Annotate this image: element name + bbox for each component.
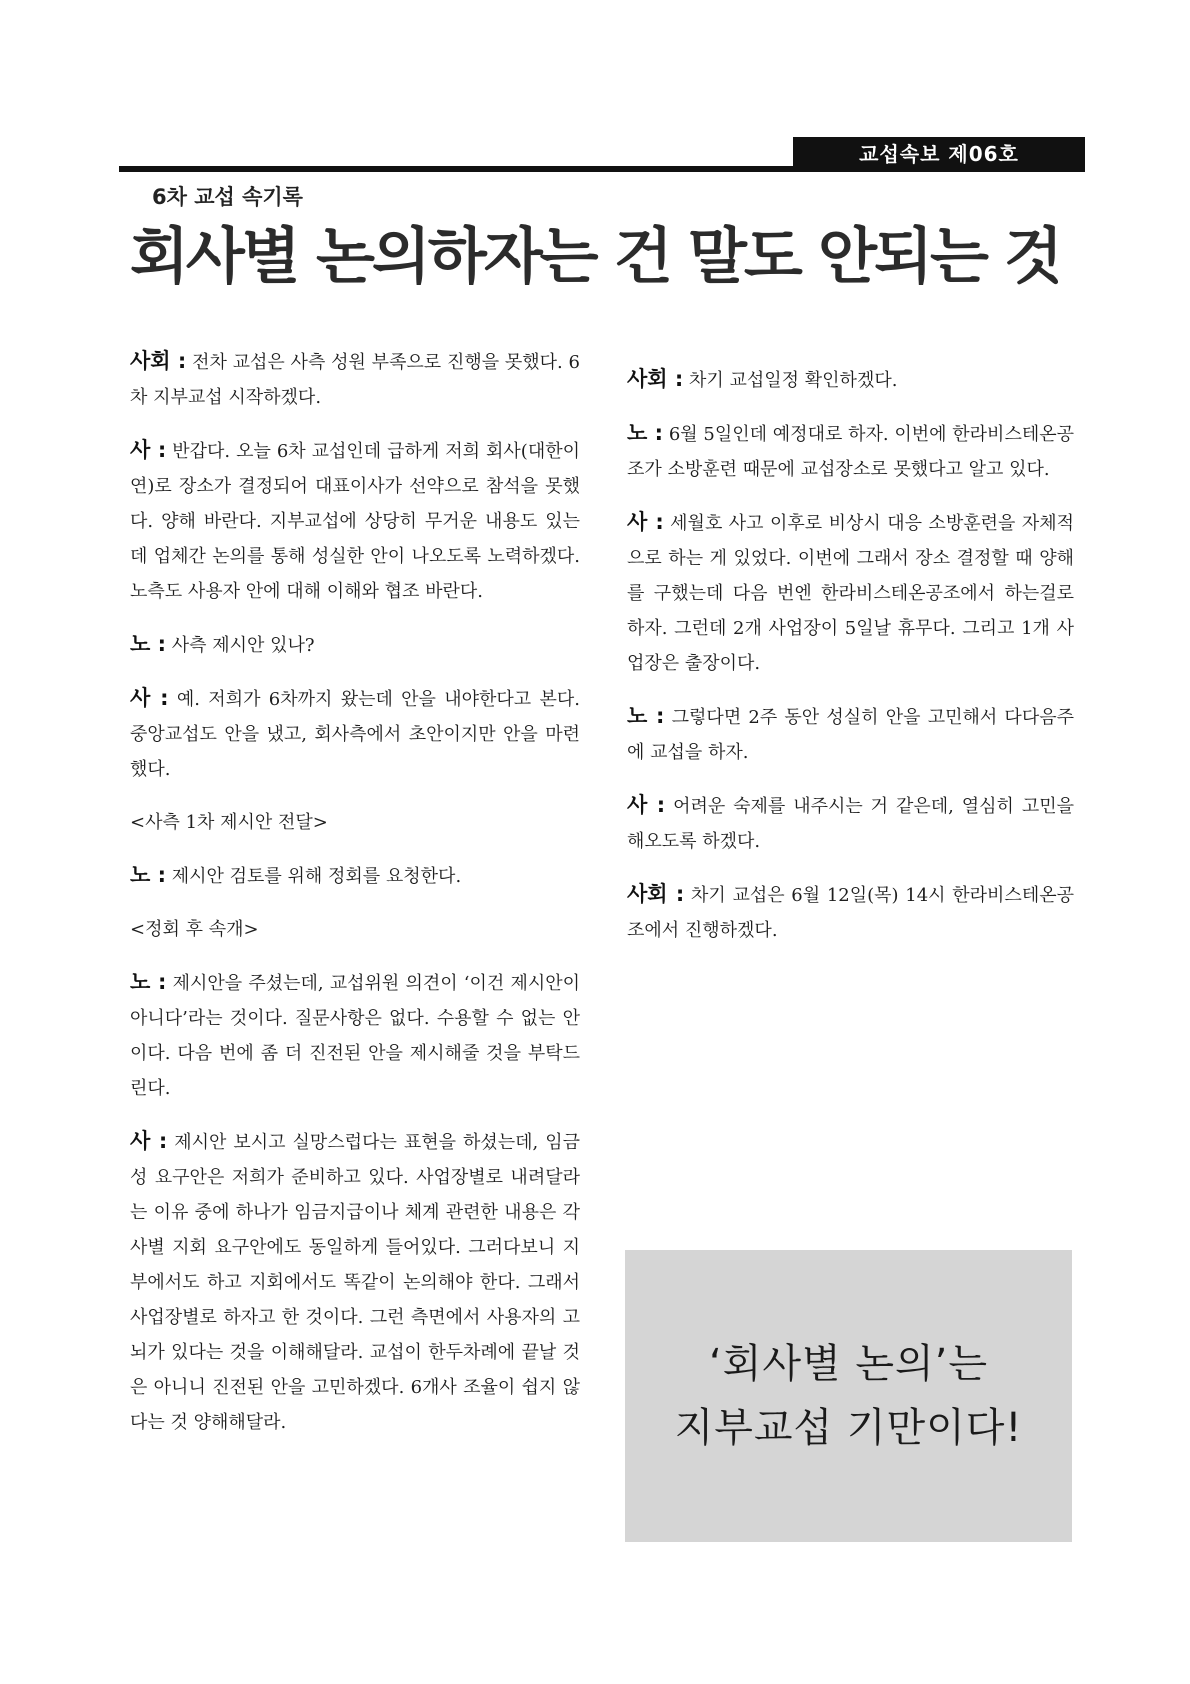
speech-text: 제시안 검토를 위해 정회를 요청한다.	[171, 866, 462, 887]
speaker-label: 사 :	[130, 1129, 168, 1153]
stage-note: <사측 1차 제시안 전달>	[130, 812, 328, 833]
transcript-entry	[130, 627, 580, 663]
transcript-entry	[627, 416, 1074, 487]
speech-text: 사측 제시안 있나?	[171, 635, 315, 656]
speech-text: 그렇다면 2주 동안 성실히 안을 고민해서 다다음주에 교섭을 하자.	[627, 707, 1074, 763]
transcript-entry	[130, 965, 580, 1106]
callout-line-1: ‘회사별 논의’는	[709, 1341, 988, 1387]
stage-note: <정회 후 속개>	[130, 919, 259, 940]
speaker-label: 사회 :	[627, 882, 685, 906]
speaker-label: 노 :	[130, 632, 166, 656]
speaker-label: 사 :	[627, 793, 666, 817]
speaker-label: 노 :	[130, 970, 167, 994]
transcript-entry	[130, 433, 580, 609]
transcript-entry	[627, 877, 1074, 948]
callout-box	[625, 1250, 1072, 1542]
issue-label: 교섭속보 제06호	[793, 137, 1085, 172]
speaker-label: 사 :	[627, 510, 664, 534]
speech-text: 차기 교섭은 6월 12일(목) 14시 한라비스테온공조에서 진행하겠다.	[627, 885, 1074, 941]
speaker-label: 노 :	[627, 704, 665, 728]
speech-text: 어려운 숙제를 내주시는 거 같은데, 열심히 고민을 해오도록 하겠다.	[627, 796, 1074, 852]
transcript-entry	[130, 858, 580, 894]
transcript-entry	[627, 788, 1074, 859]
transcript-entry	[130, 681, 580, 787]
speech-text: 반갑다. 오늘 6차 교섭인데 급하게 저희 회사(대한이연)로 장소가 결정되어 대표이사가 선약으로 참석을 못했다. 양해 바란다. 지부교섭에 상당히 무거운 내용도 있는데 업체간 논의를 통해 성실한 안이 나오도록 노력하겠다. 노측도 사용자 안에 대해 이해와 협조 바란다.	[130, 441, 580, 602]
right-column	[627, 362, 1074, 966]
speaker-label: 노 :	[627, 421, 664, 445]
speech-text: 전차 교섭은 사측 성원 부족으로 진행을 못했다. 6차 지부교섭 시작하겠다.	[130, 352, 580, 408]
speech-text: 제시안을 주셨는데, 교섭위원 의견이 ‘이건 제시안이 아니다’라는 것이다. 질문사항은 없다. 수용할 수 없는 안이다. 다음 번에 좀 더 진전된 안을 제시해줄 것을 부탁드린다.	[130, 973, 580, 1099]
speech-text: 세월호 사고 이후로 비상시 대응 소방훈련을 자체적으로 하는 게 있었다. 이번에 그래서 장소 결정할 때 양해를 구했는데 다음 번엔 한라비스테온공조에서 하는걸로 하자. 그런데 2개 사업장이 5일날 휴무다. 그리고 1개 사업장은 출장이다.	[627, 513, 1074, 674]
speech-text: 차기 교섭일정 확인하겠다.	[689, 370, 898, 391]
speech-text: 예. 저희가 6차까지 왔는데 안을 내야한다고 본다. 중앙교섭도 안을 냈고, 회사측에서 초안이지만 안을 마련했다.	[130, 689, 580, 780]
transcript-entry	[627, 362, 1074, 398]
transcript-entry	[627, 699, 1074, 770]
transcript-entry	[130, 344, 580, 415]
transcript-entry	[627, 505, 1074, 681]
speech-text: 6월 5일인데 예정대로 하자. 이번에 한라비스테온공조가 소방훈련 때문에 교섭장소로 못했다고 알고 있다.	[627, 424, 1074, 480]
left-column	[130, 344, 580, 1458]
speech-text: 제시안 보시고 실망스럽다는 표현을 하셨는데, 임금성 요구안은 저희가 준비하고 있다. 사업장별로 내려달라는 이유 중에 하나가 임금지급이나 체계 관련한 내용은 각 사별 지회 요구안에도 동일하게 들어있다. 그러다보니 지부에서도 하고 지회에서도 똑같이 논의해야 한다. 그래서 사업장별로 하자고 한 것이다. 그런 측면에서 사용자의 고뇌가 있다는 것을 이해해달라. 교섭이 한두차례에 끝날 것은 아니니 진전된 안을 고민하겠다. 6개사 조율이 쉽지 않다는 것 양해해달라.	[130, 1132, 580, 1433]
speaker-label: 사 :	[130, 438, 167, 462]
callout-line-2: 지부교섭 기만이다!	[674, 1405, 1023, 1451]
header-rule	[119, 166, 1085, 172]
speaker-label: 사 :	[130, 686, 169, 710]
headline: 회사별 논의하자는 건 말도 안되는 것	[129, 221, 1061, 292]
subtitle: 6차 교섭 속기록	[152, 185, 303, 209]
speaker-label: 사회 :	[130, 349, 187, 373]
speaker-label: 사회 :	[627, 367, 684, 391]
speaker-label: 노 :	[130, 863, 166, 887]
transcript-entry	[130, 1124, 580, 1440]
